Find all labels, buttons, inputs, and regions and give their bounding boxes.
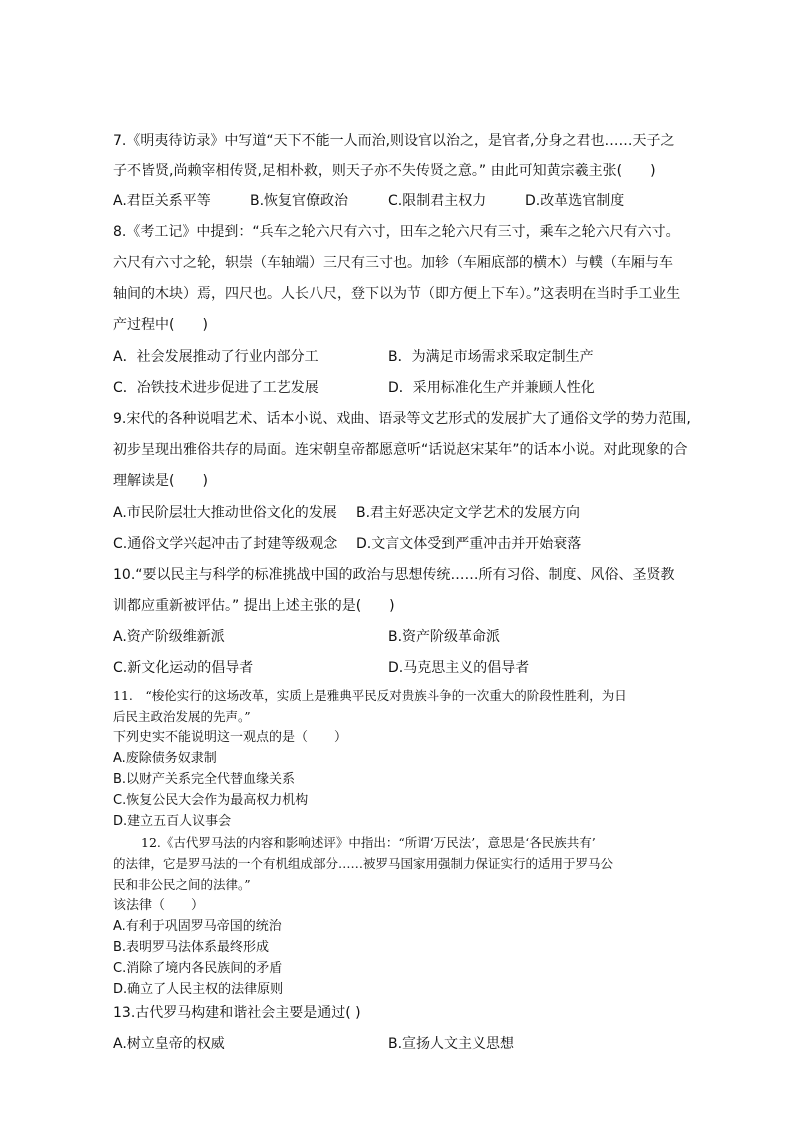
question-13-option-a: A.树立皇帝的权威 xyxy=(113,1036,225,1052)
question-9-line-2: 初步呈现出雅俗共存的局面。连宋朝皇帝都愿意听“话说赵宋某年”的话本小说。对此现象的合 xyxy=(113,442,688,458)
question-8-line-3: 轴间的木块）焉，四尺也。人长八尺，登下以为节（即方便上下车）。”这表明在当时手工业生 xyxy=(113,286,681,302)
question-12-line-3: 民和非公民之间的法律。” xyxy=(113,877,251,892)
question-12-option-b: B.表明罗马法体系最终形成 xyxy=(113,940,270,955)
question-8-line-1: 8.《考工记》中提到：“兵车之轮六尺有六寸，田车之轮六尺有三寸，乘车之轮六尺有六寸。 xyxy=(113,224,680,240)
question-11-line-2: 后民主政治发展的先声。” xyxy=(113,709,251,724)
question-7-line-2: 子不皆贤,尚赖宰相传贤,足相朴救，则天子亦不失传贤之意。” 由此可知黄宗羲主张( ) xyxy=(113,163,656,179)
question-10-option-d: D.马克思主义的倡导者 xyxy=(388,660,530,676)
question-11-option-c: C.恢复公民大会作为最高权力机构 xyxy=(113,793,309,808)
question-9-option-c: C.通俗文学兴起冲击了封建等级观念 xyxy=(113,536,338,552)
question-7-option-b: B.恢复官僚政治 xyxy=(250,193,349,209)
question-10-option-a: A.资产阶级维新派 xyxy=(113,629,225,645)
question-10-option-b: B.资产阶级革命派 xyxy=(388,629,501,645)
question-7-option-a: A.君臣关系平等 xyxy=(113,193,211,209)
question-7-line-1: 7.《明夷待访录》中写道“天下不能一人而治,则设官以治之，是官者,分身之君也……天子之 xyxy=(113,133,675,149)
question-9-option-a: A.市民阶层壮大推动世俗文化的发展 xyxy=(113,505,337,521)
question-10-line-1: 10.“要以民主与科学的标准挑战中国的政治与思想传统……所有习俗、制度、风俗、圣贤教 xyxy=(113,567,675,583)
question-7-option-d: D.改革选官制度 xyxy=(525,193,625,209)
question-12-line-1: 12.《古代罗马法的内容和影响述评》中指出：“所谓‘万民法’，意思是‘各民族共有’ xyxy=(141,835,596,850)
question-12-line-4: 该法律（ ） xyxy=(113,898,205,913)
question-8-option-c: C．冶铁技术进步促进了工艺发展 xyxy=(113,380,319,396)
question-9-option-d: D.文言文体受到严重冲击并开始衰落 xyxy=(356,536,582,552)
question-8-line-4: 产过程中( ) xyxy=(113,317,208,333)
question-10-line-2: 训都应重新被评估。” 提出上述主张的是( ) xyxy=(113,598,395,614)
question-11-line-3: 下列史实不能说明这一观点的是（ ） xyxy=(113,730,348,745)
question-9-line-3: 理解读是( ) xyxy=(113,473,208,489)
question-9-option-b: B.君主好恶决定文学艺术的发展方向 xyxy=(356,505,581,521)
question-13-line-1: 13.古代罗马构建和谐社会主要是通过( ) xyxy=(113,1005,361,1021)
question-12-option-d: D.确立了人民主权的法律原则 xyxy=(113,982,284,997)
question-11-option-d: D.建立五百人议事会 xyxy=(113,814,232,829)
question-9-line-1: 9.宋代的各种说唱艺术、话本小说、戏曲、语录等文艺形式的发展扩大了通俗文学的势力范围, xyxy=(113,411,691,427)
question-7-option-c: C.限制君主权力 xyxy=(388,193,487,209)
question-8-option-b: B．为满足市场需求采取定制生产 xyxy=(388,349,594,365)
question-8-line-2: 六尺有六寸之轮，轵崇（车轴端）三尺有三寸也。加轸（车厢底部的横木）与轐（车厢与车 xyxy=(113,255,673,271)
question-8-option-d: D．采用标准化生产并兼顾人性化 xyxy=(388,380,595,396)
question-12-option-c: C.消除了境内各民族间的矛盾 xyxy=(113,961,283,976)
question-11-option-b: B.以财产关系完全代替血缘关系 xyxy=(113,772,296,787)
question-13-option-b: B.宣扬人文主义思想 xyxy=(388,1036,515,1052)
question-8-option-a: A．社会发展推动了行业内部分工 xyxy=(113,349,319,365)
question-11-line-1: 11. “梭伦实行的这场改革，实质上是雅典平民反对贵族斗争的一次重大的阶段性胜利，为日 xyxy=(113,688,627,703)
question-12-line-2: 的法律，它是罗马法的一个有机组成部分……被罗马国家用强制力保证实行的适用于罗马公 xyxy=(113,856,614,871)
question-12-option-a: A.有利于巩固罗马帝国的统治 xyxy=(113,919,282,934)
question-10-option-c: C.新文化运动的倡导者 xyxy=(113,660,254,676)
question-11-option-a: A.废除债务奴隶制 xyxy=(113,751,217,766)
